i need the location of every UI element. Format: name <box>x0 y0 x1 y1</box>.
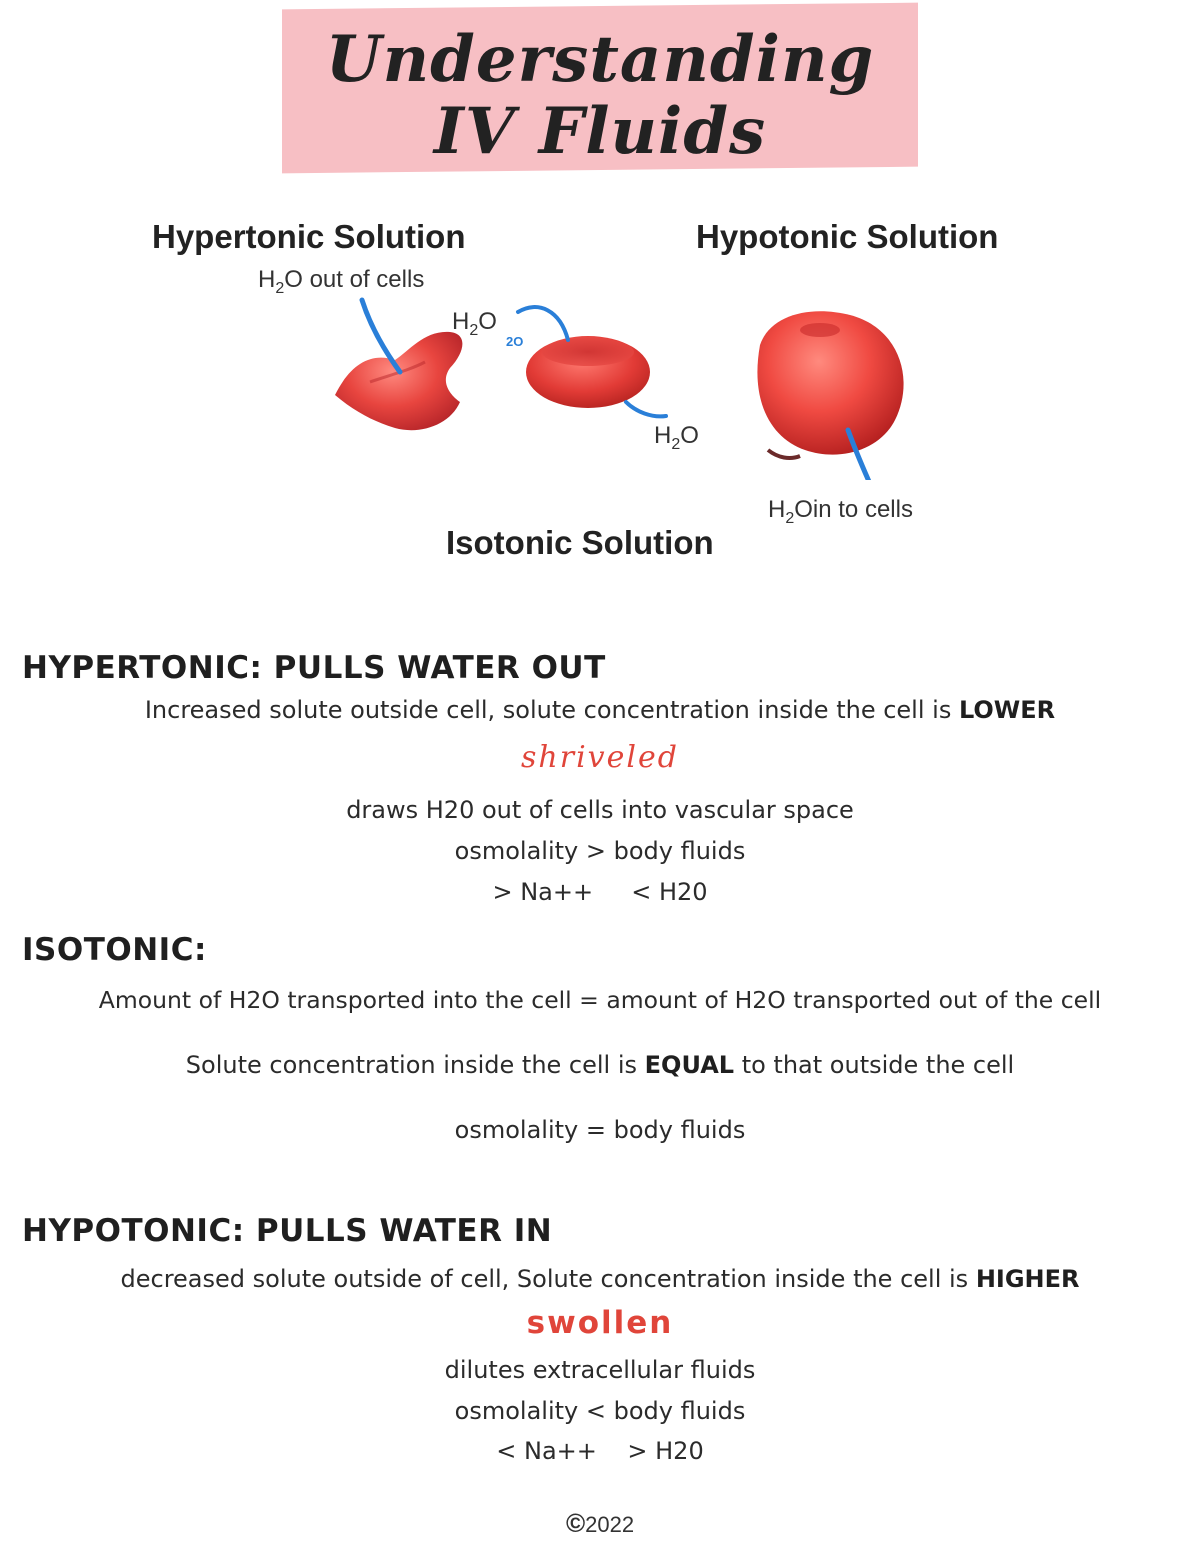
hypotonic-description: decreased solute outside of cell, Solute concentration inside the cell is HIGHER <box>120 1265 1080 1293</box>
isotonic-line2: Solute concentration inside the cell is EQUAL to that outside the cell <box>185 1051 1015 1079</box>
hypertonic-state: shriveled <box>521 740 679 775</box>
isotonic-line3: osmolality = body fluids <box>454 1116 746 1144</box>
label-h2o-isotonic-out: $H_2O$ <box>654 422 699 453</box>
label-h2o-out-of-cells: $H_2O$ out of cells <box>258 266 425 297</box>
hypotonic-line2: osmolality < body fluids <box>454 1397 746 1425</box>
label-h2o-isotonic-in: $H_2O$ <box>452 308 497 339</box>
water-in-arrow-icon <box>518 307 568 340</box>
isotonic-solution-heading: Isotonic Solution <box>446 524 714 561</box>
shriveled-cell-icon <box>335 332 462 430</box>
hypertonic-solution-heading: Hypertonic Solution <box>152 218 466 255</box>
label-h2o-in-to-cells: $H_2Oin$ to cells <box>768 496 913 527</box>
isotonic-cell-icon <box>526 336 650 408</box>
hypotonic-line3: < Na++ > H20 <box>496 1437 704 1465</box>
hypertonic-description: Increased solute outside cell, solute concentration inside the cell is LOWER <box>144 696 1056 724</box>
water-out-arrow-iso-icon <box>626 402 666 416</box>
red-blood-cells-illustration <box>300 290 920 480</box>
page-title-line1: Understanding <box>325 22 875 97</box>
hypotonic-solution-heading: Hypotonic Solution <box>696 218 999 255</box>
hypotonic-heading: HYPOTONIC: PULLS WATER IN <box>22 1213 553 1249</box>
hypertonic-line3: > Na++ < H20 <box>492 878 708 906</box>
page-title-line2: IV Fluids <box>433 94 767 169</box>
label-small-2o: 2O <box>506 334 524 349</box>
hypotonic-state: swollen <box>526 1305 674 1341</box>
hypotonic-line1: dilutes extracellular fluids <box>444 1356 756 1384</box>
copyright-icon: © <box>565 1508 586 1538</box>
hypertonic-heading: HYPERTONIC: PULLS WATER OUT <box>22 650 606 686</box>
hypertonic-line2: osmolality > body fluids <box>454 837 746 865</box>
isotonic-heading: ISOTONIC: <box>22 932 207 968</box>
swollen-cell-icon <box>757 311 903 458</box>
copyright-year: 2022 <box>585 1512 635 1537</box>
copyright-footer <box>0 1508 1200 1539</box>
hypertonic-line1: draws H20 out of cells into vascular space <box>346 796 854 824</box>
isotonic-line1: Amount of H2O transported into the cell = amount of H2O transported out of the cell <box>98 986 1102 1014</box>
